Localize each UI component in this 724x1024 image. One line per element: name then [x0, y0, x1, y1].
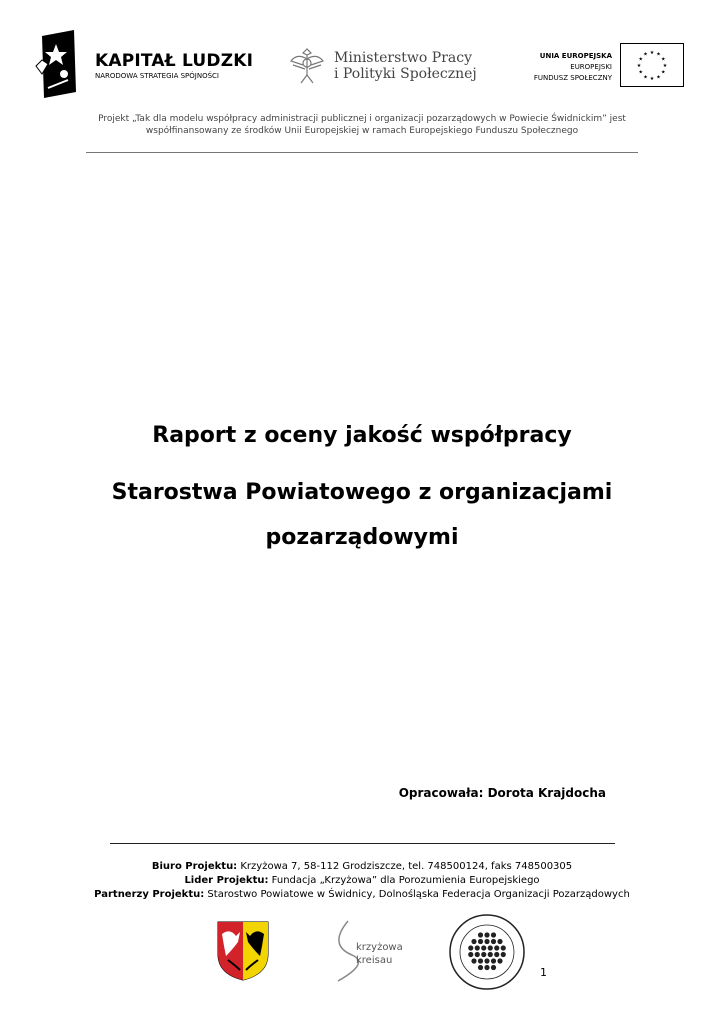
eu-label-line1: UNIA EUROPEJSKA — [539, 52, 612, 60]
dfop-dot — [484, 958, 489, 963]
eu-fund-label — [508, 51, 612, 84]
page-number: 1 — [540, 966, 547, 979]
dfop-dot — [494, 952, 499, 957]
report-title-line1: Raport z oceny jakość współpracy — [152, 423, 572, 448]
eu-star-icon: ★ — [649, 50, 655, 56]
eu-star-icon: ★ — [656, 51, 661, 58]
dfop-dot — [475, 945, 480, 950]
eu-star-icon: ★ — [661, 56, 666, 63]
header-divider — [86, 152, 638, 153]
dfop-dot — [481, 945, 486, 950]
eu-label-line2: EUROPEJSKI — [570, 63, 612, 71]
dfop-dot — [478, 932, 483, 937]
dfop-dot — [478, 958, 483, 963]
kreisau-logo-text1: krzyżowa — [356, 942, 403, 953]
eu-star-icon: ★ — [643, 74, 648, 81]
report-title-line2: Starostwa Powiatowego z organizacjami — [111, 480, 613, 505]
author-credit: Opracowała: Dorota Krajdocha — [398, 786, 606, 800]
dfop-dot — [471, 939, 476, 944]
kapital-ludzki-subtitle: NARODOWA STRATEGIA SPÓJNOŚCI — [95, 72, 219, 80]
coat-of-arms-icon — [216, 920, 270, 982]
eu-star-icon: ★ — [638, 56, 643, 63]
dfop-dot — [501, 952, 506, 957]
dfop-dot — [468, 952, 473, 957]
dfop-dot — [488, 952, 493, 957]
dfop-dot — [491, 939, 496, 944]
dfop-dot — [491, 932, 496, 937]
eu-star-icon: ★ — [643, 51, 648, 58]
office-value: Krzyżowa 7, 58-112 Grodziszcze, tel. 748500124, faks 748500305 — [237, 861, 573, 872]
office-label: Biuro Projektu: — [151, 861, 238, 872]
dfop-dot — [484, 965, 489, 970]
footer-office — [40, 861, 684, 872]
dfop-dot — [478, 965, 483, 970]
ministry-name-line2: i Polityki Społecznej — [334, 66, 477, 82]
footer-leader — [40, 875, 684, 886]
dfop-dot — [497, 958, 502, 963]
polish-eagle-icon — [289, 45, 325, 85]
dfop-dot — [494, 945, 499, 950]
eu-star-icon: ★ — [661, 69, 666, 76]
eu-star-icon: ★ — [662, 63, 668, 69]
eu-star-icon: ★ — [636, 63, 642, 69]
dfop-dot — [484, 939, 489, 944]
kreisau-logo-text2: kreisau — [356, 955, 393, 966]
footer-divider — [110, 843, 615, 844]
eu-label-line3: FUNDUSZ SPOŁECZNY — [533, 74, 612, 82]
kapital-ludzki-logo-icon — [34, 30, 82, 98]
dfop-dot — [475, 952, 480, 957]
eu-flag-icon — [620, 43, 684, 87]
eu-star-icon: ★ — [656, 74, 661, 81]
ministry-name-line1: Ministerstwo Pracy — [334, 50, 472, 66]
dfop-dot — [471, 958, 476, 963]
dfop-dot — [491, 958, 496, 963]
leader-label: Lider Projektu: — [184, 875, 269, 886]
dfop-dot — [468, 945, 473, 950]
dfop-dot — [478, 939, 483, 944]
dfop-dot — [488, 945, 493, 950]
dfop-dot — [484, 932, 489, 937]
partners-value: Starostwo Powiatowe w Świdnicy, Dolnośląska Federacja Organizacji Pozarządowych — [204, 889, 630, 900]
project-funding-note: Projekt „Tak dla modelu współpracy administracji publicznej i organizacji pozarządowych w Powiecie Świdnickim” jest współfinansowany ze środków Unii Europejskiej w ramach Europejskiego Funduszu Społecznego — [98, 114, 626, 136]
kapital-ludzki-title: KAPITAŁ LUDZKI — [95, 51, 254, 71]
dfop-dot — [501, 945, 506, 950]
partners-label: Partnerzy Projektu: — [94, 889, 205, 900]
leader-value: Fundacja „Krzyżowa” dla Porozumienia Europejskiego — [268, 875, 540, 886]
dfop-dot — [481, 952, 486, 957]
dfop-dot — [491, 965, 496, 970]
dfop-dot — [497, 939, 502, 944]
dfop-federation-logo-icon — [446, 912, 528, 992]
report-title-line3: pozarządowymi — [265, 525, 459, 550]
eu-star-icon: ★ — [649, 76, 655, 82]
eu-star-icon: ★ — [638, 69, 643, 76]
footer-partners — [40, 889, 684, 900]
